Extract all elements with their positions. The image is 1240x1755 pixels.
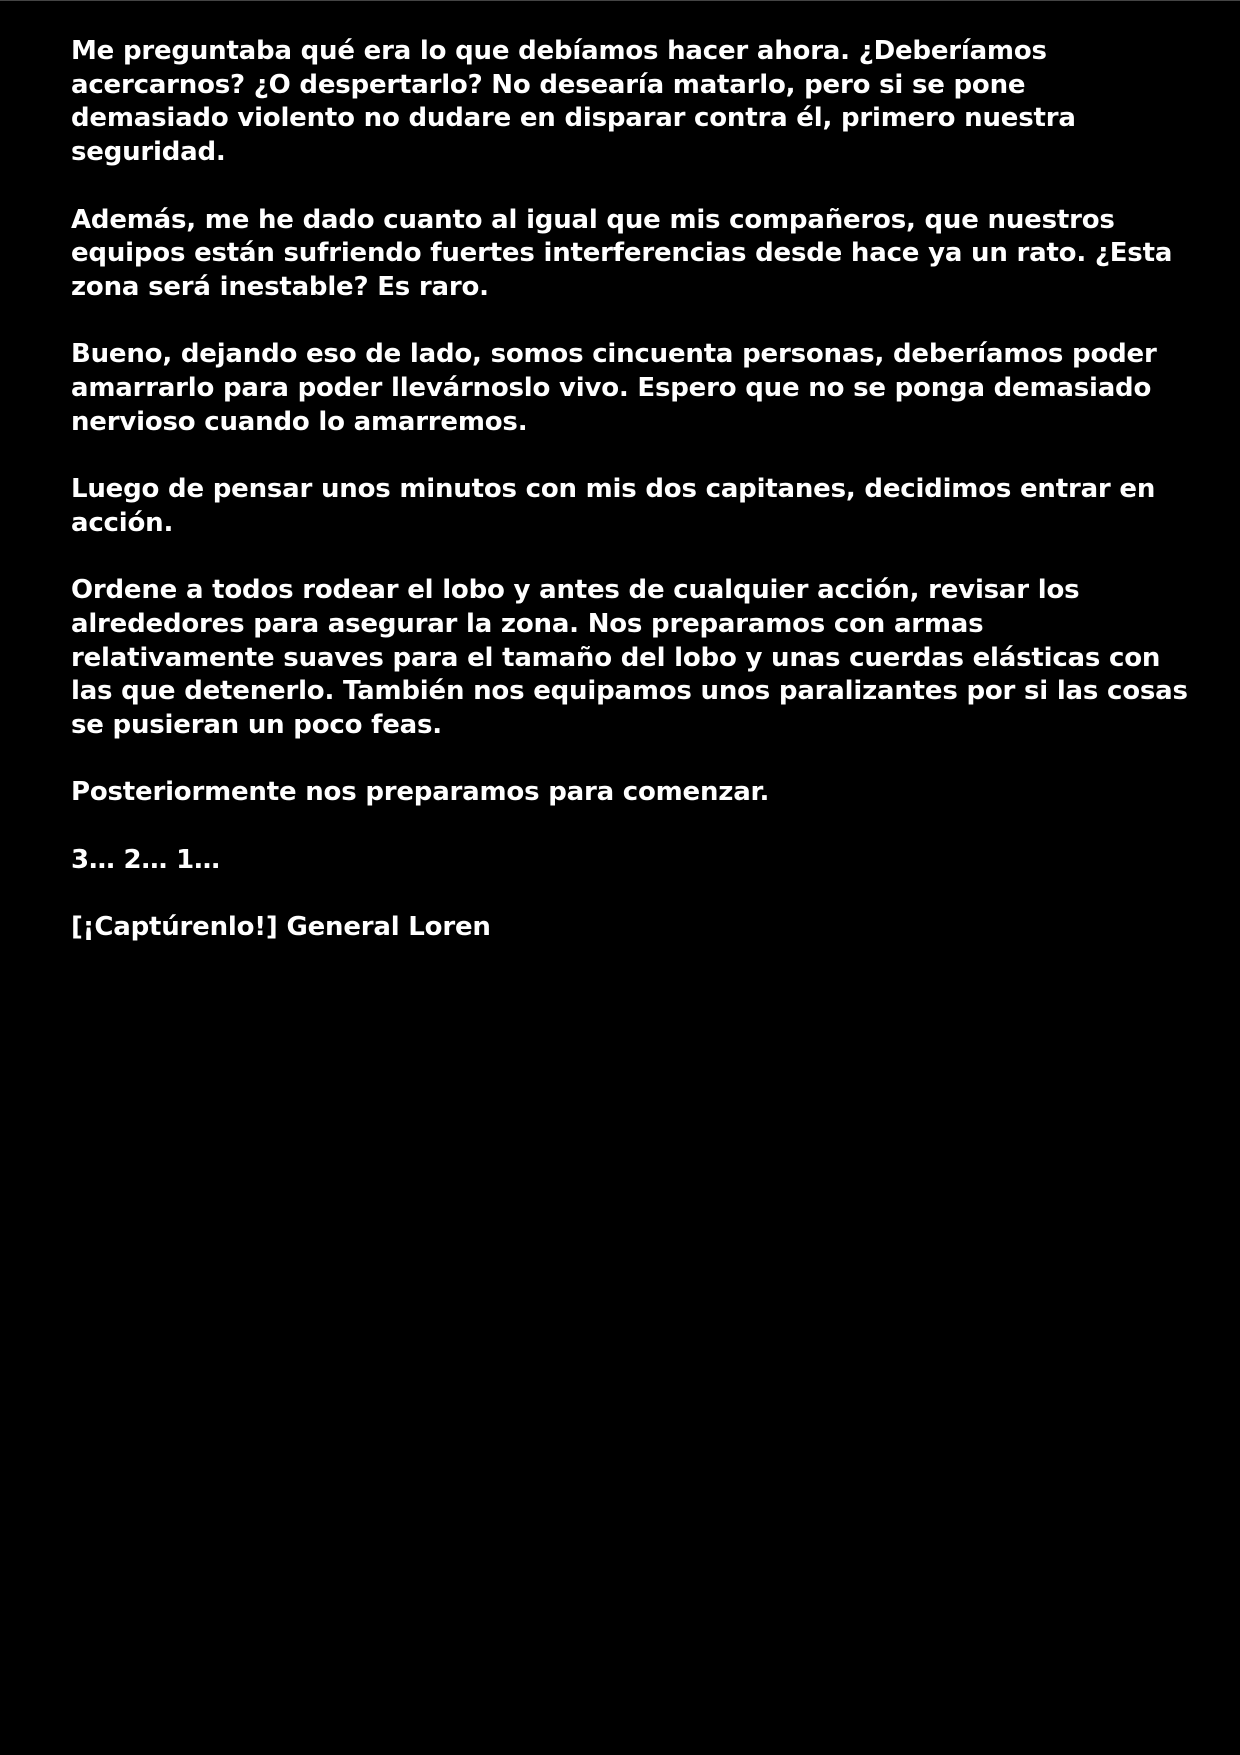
paragraph-5: Ordene a todos rodear el lobo y antes de cualquier acción, revisar los alrededores para asegurar la zona. Nos preparamos con armas relativamente suaves para el tamaño del lobo y unas cuerdas elásticas con las que detenerlo. También nos equipamos unos paralizantes por si las cosas se pusieran un poco feas. xyxy=(71,575,1188,740)
paragraph-7: 3… 2… 1… xyxy=(71,844,220,875)
paragraph-4: Luego de pensar unos minutos con mis dos capitanes, decidimos entrar en acción. xyxy=(71,474,1156,538)
paragraph-6: Posteriormente nos preparamos para comenzar. xyxy=(71,777,770,808)
document-body xyxy=(71,35,1191,979)
paragraph-1: Me preguntaba qué era lo que debíamos hacer ahora. ¿Deberíamos acercarnos? ¿O despertarlo? No desearía matarlo, pero si se pone demasiado violento no dudare en disparar contra él, primero nuestra seguridad. xyxy=(71,36,1076,168)
paragraph-8: [¡Captúrenlo!] General Loren xyxy=(71,912,491,943)
paragraph-3: Bueno, dejando eso de lado, somos cincuenta personas, deberíamos poder amarrarlo para poder llevárnoslo vivo. Espero que no se ponga demasiado nervioso cuando lo amarremos. xyxy=(71,339,1157,437)
paragraph-2: Además, me he dado cuanto al igual que mis compañeros, que nuestros equipos están sufriendo fuertes interferencias desde hace ya un rato. ¿Esta zona será inestable? Es raro. xyxy=(71,204,1173,302)
